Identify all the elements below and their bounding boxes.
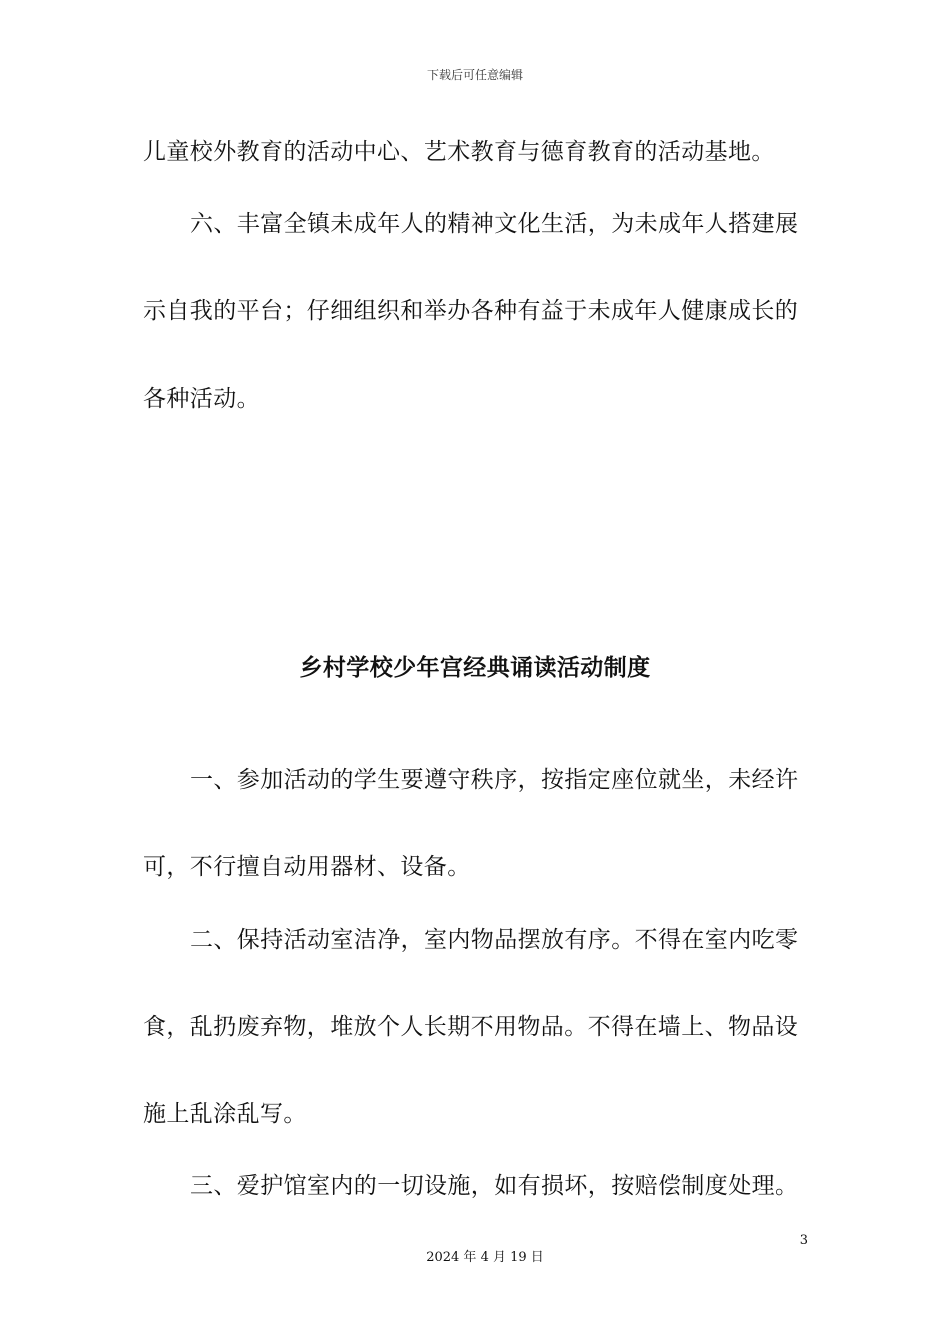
- paragraph-line: 施上乱涂乱写。: [143, 1101, 307, 1127]
- paragraph-line: 可，不行擅自动用器材、设备。: [143, 854, 471, 880]
- paragraph-line: 三、爱护馆室内的一切设施，如有损坏，按赔偿制度处理。: [190, 1173, 799, 1199]
- page-date: 2024 年 4 月 19 日: [426, 1250, 544, 1265]
- paragraph-line: 各种活动。: [143, 386, 260, 412]
- paragraph-line: 儿童校外教育的活动中心、艺术教育与德育教育的活动基地。: [143, 139, 775, 165]
- page-number: 3: [799, 1233, 808, 1248]
- paragraph-line: 六、丰富全镇未成年人的精神文化生活，为未成年人搭建展: [190, 211, 799, 237]
- paragraph-line: 食，乱扔废弃物，堆放个人长期不用物品。不得在墙上、物品设: [143, 1014, 799, 1040]
- paragraph-line: 二、保持活动室洁净，室内物品摆放有序。不得在室内吃零: [190, 927, 799, 953]
- paragraph-line: 一、参加活动的学生要遵守秩序，按指定座位就坐，未经许: [190, 767, 799, 793]
- paragraph-line: 示自我的平台；仔细组织和举办各种有益于未成年人健康成长的: [143, 298, 799, 324]
- header-note: 下载后可任意编辑: [426, 68, 523, 82]
- section-title: 乡村学校少年宫经典诵读活动制度: [299, 655, 651, 681]
